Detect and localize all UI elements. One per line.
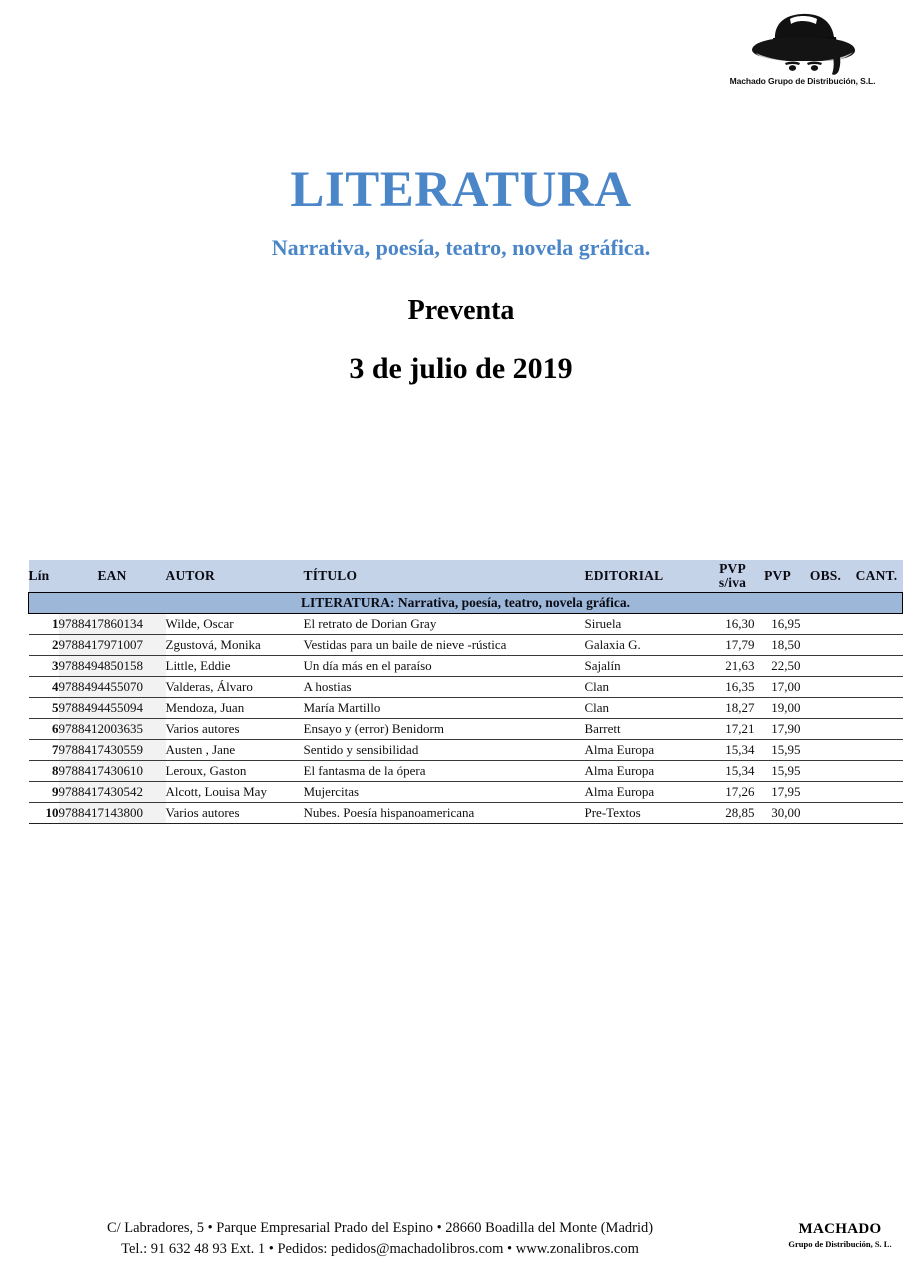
cell-autor: Mendoza, Juan [166, 697, 304, 718]
catalog-table-wrapper [28, 560, 902, 824]
cell-lin: 9 [29, 781, 59, 802]
footer-address [20, 1218, 740, 1260]
cell-editorial: Alma Europa [585, 739, 711, 760]
cell-pvp-siva: 28,85 [711, 802, 755, 823]
cell-ean: 9788417430610 [59, 760, 166, 781]
cell-titulo: Sentido y sensibilidad [304, 739, 585, 760]
column-header-autor[interactable]: AUTOR [165, 567, 216, 583]
cell-autor: Varios autores [166, 718, 304, 739]
cell-titulo: El fantasma de la ópera [304, 760, 585, 781]
cell-pvp: 15,95 [755, 760, 801, 781]
cell-pvp-siva: 21,63 [711, 655, 755, 676]
catalog-date: 3 de julio de 2019 [349, 352, 573, 385]
table-row[interactable] [29, 613, 903, 634]
column-header-lin[interactable]: Lín [28, 567, 50, 583]
cell-editorial: Galaxia G. [585, 634, 711, 655]
cell-titulo: Ensayo y (error) Benidorm [304, 718, 585, 739]
company-logo [700, 6, 905, 104]
cell-autor: Alcott, Louisa May [166, 781, 304, 802]
page-title: LITERATURA [290, 162, 632, 218]
cell-titulo: Vestidas para un baile de nieve -rústica [304, 634, 585, 655]
table-row[interactable] [29, 697, 903, 718]
cell-cant[interactable] [851, 718, 903, 739]
logo-caption: Machado Grupo de Distribución, S.L. [729, 76, 876, 86]
footer-address-line-1: C/ Labradores, 5 • Parque Empresarial Prado del Espino • 28660 Boadilla del Monte (Madrid) [106, 1220, 654, 1236]
table-row[interactable] [29, 718, 903, 739]
cell-ean: 9788494455094 [59, 697, 166, 718]
cell-pvp: 16,95 [755, 613, 801, 634]
cell-lin: 8 [29, 760, 59, 781]
cell-pvp-siva: 18,27 [711, 697, 755, 718]
cell-pvp: 22,50 [755, 655, 801, 676]
footer-brand-name: MACHADO [798, 1221, 882, 1237]
cell-pvp-siva: 17,79 [711, 634, 755, 655]
cell-lin: 4 [29, 676, 59, 697]
cell-cant[interactable] [851, 655, 903, 676]
section-title: LITERATURA: Narrativa, poesía, teatro, novela gráfica. [29, 592, 903, 613]
cell-titulo: Nubes. Poesía hispanoamericana [304, 802, 585, 823]
cell-obs[interactable] [801, 613, 851, 634]
table-row[interactable] [29, 634, 903, 655]
cell-editorial: Alma Europa [585, 781, 711, 802]
cell-obs[interactable] [801, 697, 851, 718]
cell-obs[interactable] [801, 760, 851, 781]
cell-titulo: Un día más en el paraíso [304, 655, 585, 676]
table-header-row [29, 560, 903, 592]
cell-cant[interactable] [851, 802, 903, 823]
cell-ean: 9788417860134 [59, 613, 166, 634]
cell-lin: 5 [29, 697, 59, 718]
column-header-pvp[interactable]: PVP [764, 567, 791, 583]
table-row[interactable] [29, 760, 903, 781]
cell-pvp: 17,00 [755, 676, 801, 697]
cell-titulo: Mujercitas [304, 781, 585, 802]
cell-autor: Leroux, Gaston [166, 760, 304, 781]
table-row[interactable] [29, 802, 903, 823]
cell-titulo: A hostias [304, 676, 585, 697]
cell-pvp-siva: 16,30 [711, 613, 755, 634]
cell-pvp: 17,90 [755, 718, 801, 739]
column-header-cant[interactable]: CANT. [855, 567, 898, 583]
footer-address-line-2: Tel.: 91 632 48 93 Ext. 1 • Pedidos: pedidos@machadolibros.com • www.zonalibros.com [121, 1241, 639, 1258]
cell-editorial: Barrett [585, 718, 711, 739]
cell-editorial: Alma Europa [585, 760, 711, 781]
cell-autor: Valderas, Álvaro [166, 676, 304, 697]
cell-pvp-siva: 17,26 [711, 781, 755, 802]
cell-ean: 9788494850158 [59, 655, 166, 676]
column-header-editorial[interactable]: EDITORIAL [584, 567, 664, 583]
cell-pvp-siva: 17,21 [711, 718, 755, 739]
footer-brand-subtitle: Grupo de Distribución, S. L. [788, 1239, 892, 1249]
cell-obs[interactable] [801, 655, 851, 676]
cell-pvp: 18,50 [755, 634, 801, 655]
cell-obs[interactable] [801, 781, 851, 802]
cell-autor: Wilde, Oscar [166, 613, 304, 634]
cell-lin: 1 [29, 613, 59, 634]
cell-autor: Austen , Jane [166, 739, 304, 760]
cell-autor: Little, Eddie [166, 655, 304, 676]
cell-editorial: Clan [585, 697, 711, 718]
fedora-hat-face-logo-icon [728, 6, 878, 78]
cell-pvp-siva: 15,34 [711, 760, 755, 781]
table-row[interactable] [29, 676, 903, 697]
cell-obs[interactable] [801, 676, 851, 697]
pvp-siva-line2: s/iva [718, 574, 747, 590]
cell-pvp-siva: 16,35 [711, 676, 755, 697]
cell-editorial: Clan [585, 676, 711, 697]
cell-pvp-siva: 15,34 [711, 739, 755, 760]
footer-brand [760, 1221, 920, 1249]
cell-ean: 9788417430542 [59, 781, 166, 802]
pvp-siva-line1: PVP [719, 561, 746, 577]
table-row[interactable] [29, 739, 903, 760]
table-row[interactable] [29, 781, 903, 802]
cell-cant[interactable] [851, 739, 903, 760]
catalog-kind: Preventa [407, 295, 515, 326]
cell-editorial: Sajalín [585, 655, 711, 676]
column-header-titulo[interactable]: TÍTULO [303, 567, 358, 583]
cell-ean: 9788494455070 [59, 676, 166, 697]
page-subtitle: Narrativa, poesía, teatro, novela gráfica. [271, 235, 651, 260]
cell-cant[interactable] [851, 613, 903, 634]
catalog-table [28, 560, 903, 824]
cell-pvp: 30,00 [755, 802, 801, 823]
cell-autor: Varios autores [166, 802, 304, 823]
catalog-table-body [29, 592, 903, 823]
cell-titulo: María Martillo [304, 697, 585, 718]
column-header-ean[interactable]: EAN [97, 567, 127, 583]
cell-editorial: Pre-Textos [585, 802, 711, 823]
cell-lin: 6 [29, 718, 59, 739]
cell-editorial: Siruela [585, 613, 711, 634]
cell-ean: 9788412003635 [59, 718, 166, 739]
cell-pvp: 15,95 [755, 739, 801, 760]
column-header-obs[interactable]: OBS. [809, 567, 842, 583]
cell-obs[interactable] [801, 802, 851, 823]
cell-cant[interactable] [851, 697, 903, 718]
cell-cant[interactable] [851, 781, 903, 802]
cell-pvp: 17,95 [755, 781, 801, 802]
cell-obs[interactable] [801, 634, 851, 655]
cell-cant[interactable] [851, 676, 903, 697]
cell-lin: 2 [29, 634, 59, 655]
cell-ean: 9788417143800 [59, 802, 166, 823]
cell-obs[interactable] [801, 739, 851, 760]
cell-ean: 9788417430559 [59, 739, 166, 760]
cell-lin: 3 [29, 655, 59, 676]
table-row[interactable] [29, 655, 903, 676]
cell-titulo: El retrato de Dorian Gray [304, 613, 585, 634]
cell-pvp: 19,00 [755, 697, 801, 718]
cell-lin: 7 [29, 739, 59, 760]
column-header-pvp-siva[interactable] [711, 560, 755, 592]
cell-ean: 9788417971007 [59, 634, 166, 655]
cell-lin: 10 [29, 802, 59, 823]
cell-obs[interactable] [801, 718, 851, 739]
cell-cant[interactable] [851, 760, 903, 781]
page-footer [0, 1218, 922, 1274]
section-header-row [29, 592, 903, 613]
cell-cant[interactable] [851, 634, 903, 655]
cell-autor: Zgustová, Monika [166, 634, 304, 655]
